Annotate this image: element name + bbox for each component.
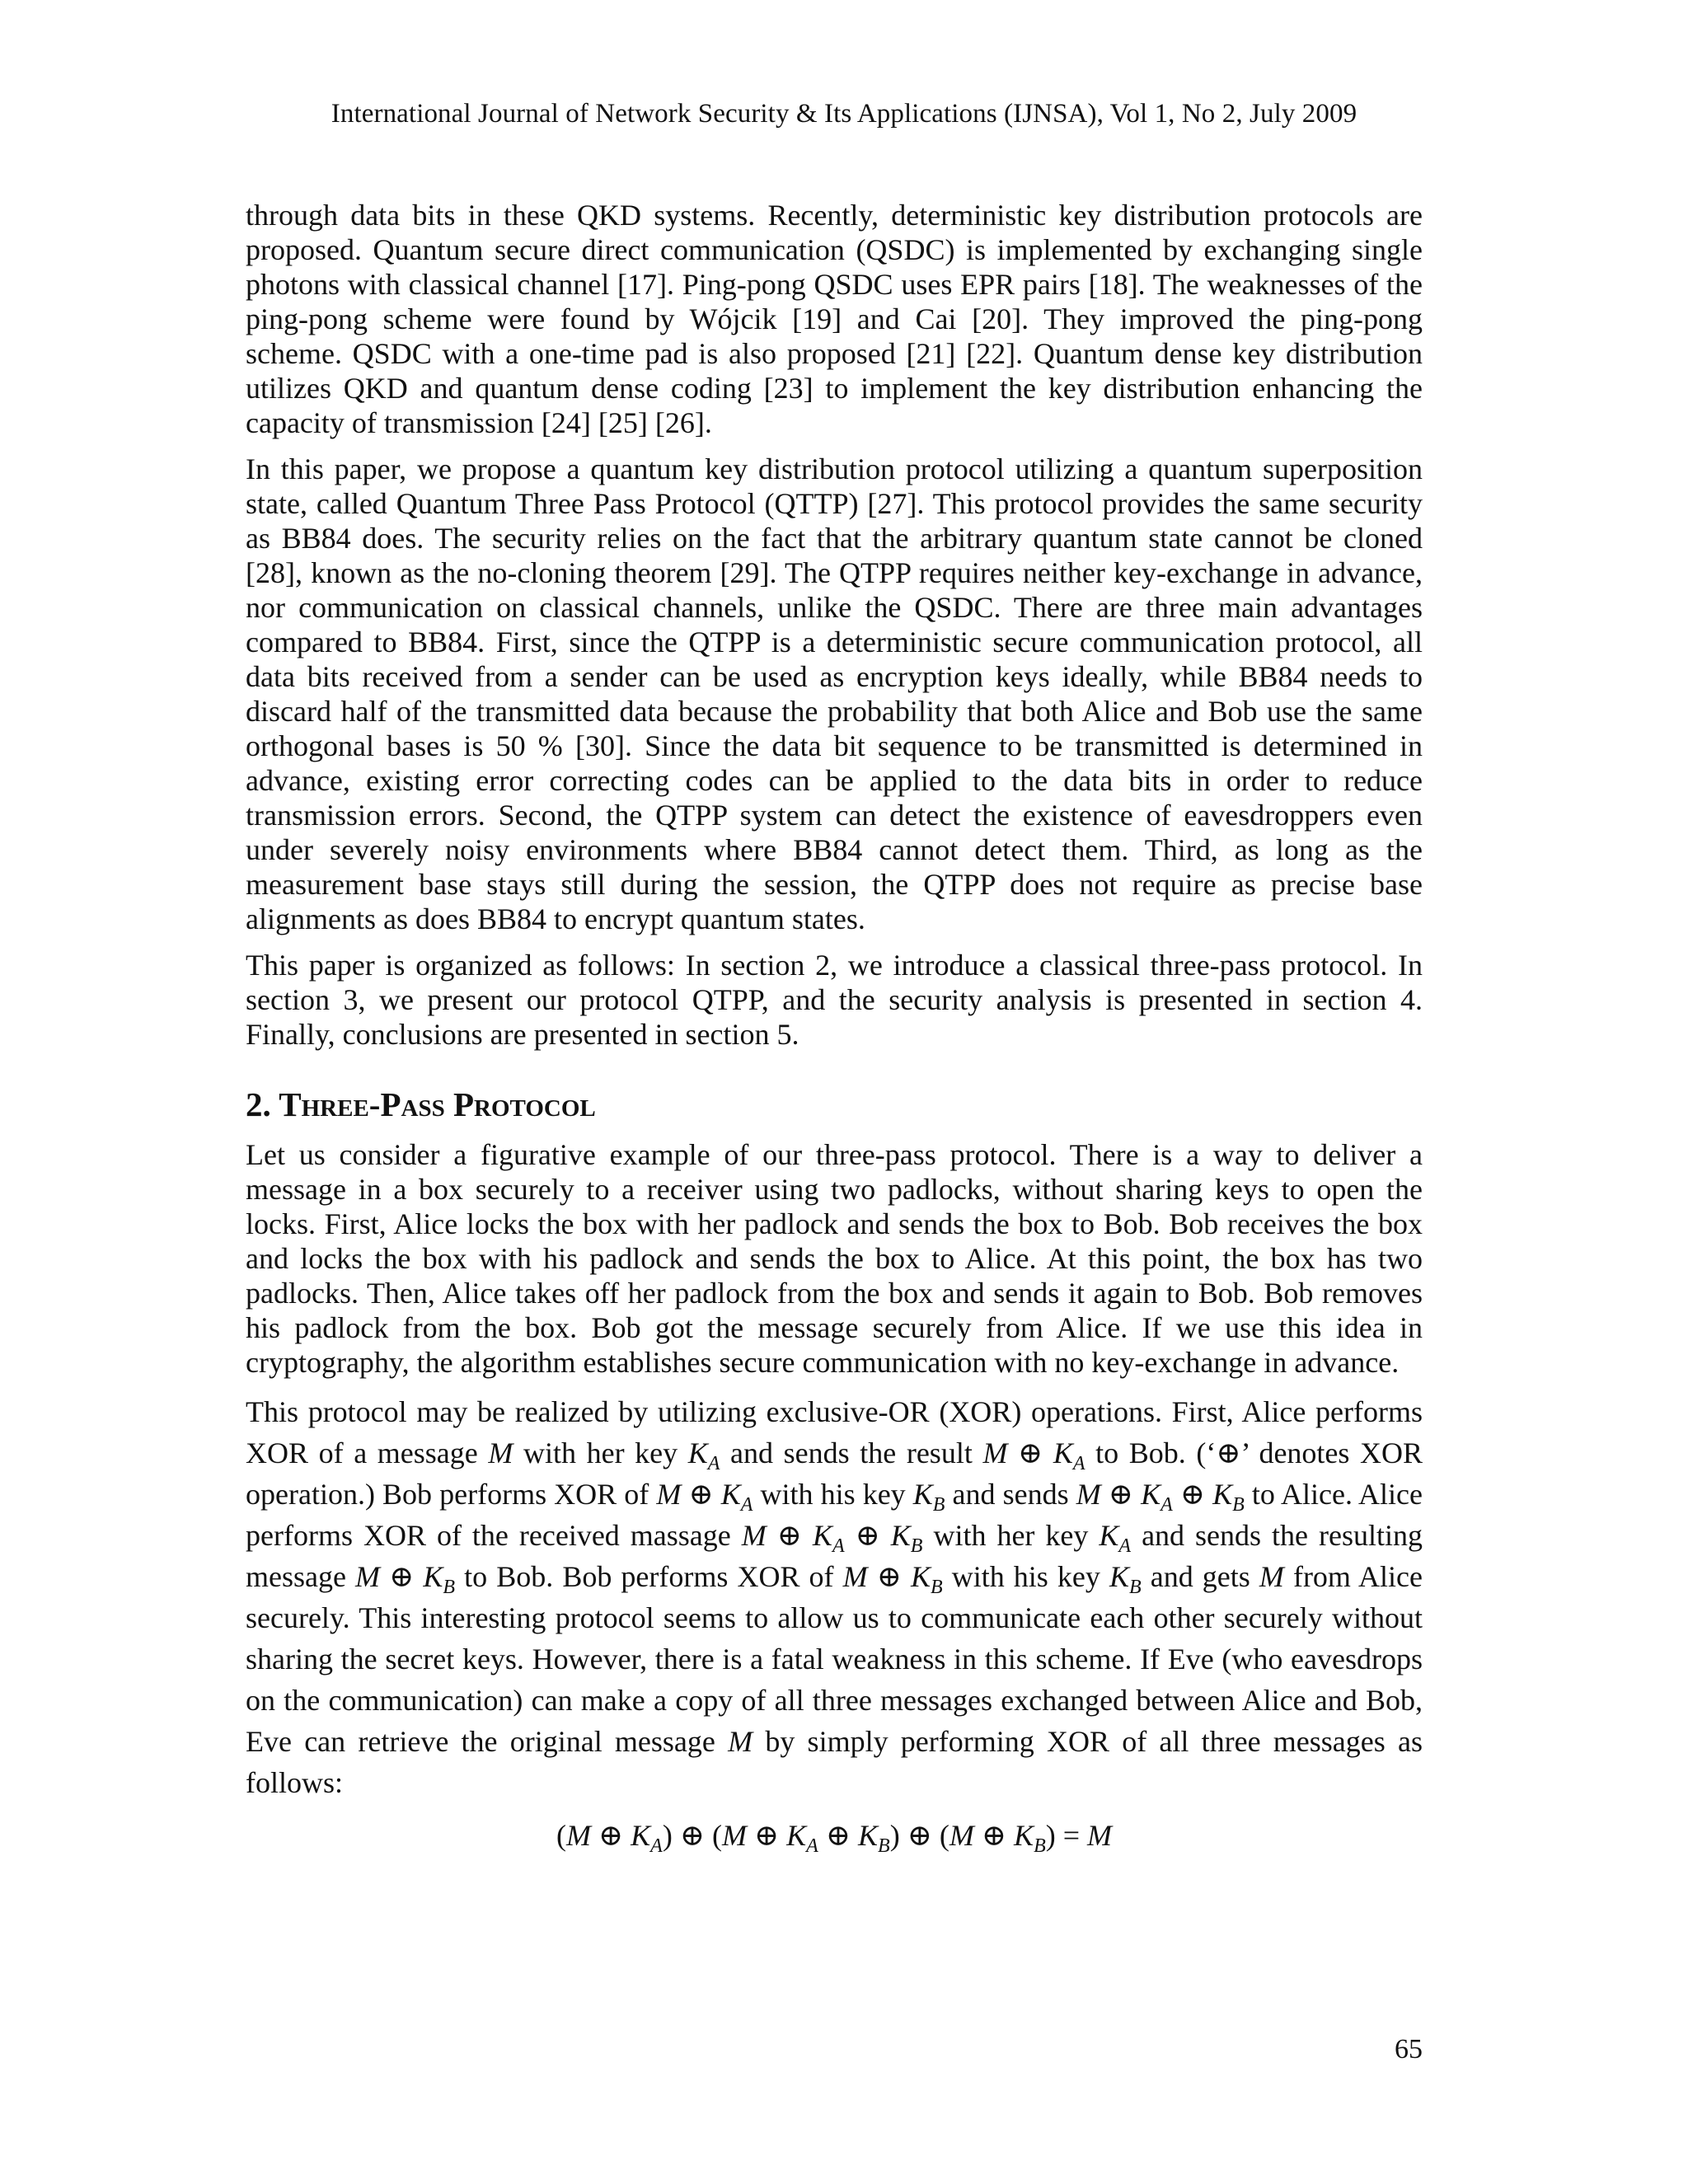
math-expression: M ⊕ $K_A$ ⊕ $K_B$: [1076, 1478, 1245, 1516]
paragraph-qkd-background: through data bits in these QKD systems. Recently, deterministic key distribution protocols are proposed. Quantum secure direct communication (QSDC) is implemented by exchanging single photons with classical channel [17]. Ping-pong QSDC uses EPR pairs [18]. The weaknesses of the ping-pong scheme were found by Wójcik [19] and Cai [20]. They improved the ping-pong scheme. QSDC with a one-time pad is also proposed [21] [22]. Quantum dense key distribution utilizes QKD and quantum dense coding [23] to implement the key distribution enhancing the capacity of transmission [24] [25] [26].: [246, 199, 1423, 439]
section-title: Three-Pass Protocol: [279, 1085, 596, 1123]
math-expression: M ⊕ $K_B$: [355, 1560, 456, 1599]
page-body: [246, 198, 1423, 1856]
math-expression: M ⊕ $K_A$: [982, 1436, 1085, 1475]
running-header: International Journal of Network Security & Its Applications (IJNSA), Vol 1, No 2, July 2009: [331, 99, 1357, 129]
section-number: 2.: [246, 1085, 279, 1123]
paragraph-proposal: In this paper, we propose a quantum key distribution protocol utilizing a quantum superposition state, called Quantum Three Pass Protocol (QTTP) [27]. This protocol provides the same security as BB84 does. The security relies on the fact that the arbitrary quantum state cannot be cloned [28], known as the no-cloning theorem [29]. The QTPP requires neither key-exchange in advance, nor communication on classical channels, unlike the QSDC. There are three main advantages compared to BB84. First, since the QTPP is a deterministic secure communication protocol, all data bits received from a sender can be used as encryption keys ideally, while BB84 needs to discard half of the transmitted data because the probability that both Alice and Bob use the same orthogonal bases is 50 % [30]. Since the data bit sequence to be transmitted is determined in advance, existing error correcting codes can be applied to the data bits in order to reduce transmission errors. Second, the QTPP system can detect the existence of eavesdroppers even under severely noisy environments where BB84 cannot detect them. Third, as long as the measurement base stays still during the session, the QTPP does not require as precise base alignments as does BB84 to encrypt quantum states.: [246, 452, 1423, 935]
math-expression: M ⊕ $K_B$: [842, 1560, 943, 1599]
equation-eve-attack: (M ⊕ $K_A$) ⊕ (M ⊕ $K_A$ ⊕ $K_B$) ⊕ (M ⊕ $K_B) = M$: [556, 1819, 1113, 1858]
math-expression: M ⊕ $K_A$ ⊕ $K_B$: [741, 1519, 923, 1558]
math-expression: M ⊕ $K_A$: [656, 1478, 753, 1516]
paragraph-padlock-example: Let us consider a figurative example of our three-pass protocol. There is a way to deliver a message in a box securely to a receiver using two padlocks, without sharing keys to open the locks. First, Alice locks the box with her padlock and sends the box to Bob. Bob receives the box and locks the box with his padlock and sends the box to Alice. At this point, the box has two padlocks. Then, Alice takes off her padlock from the box and sends it again to Bob. Bob removes his padlock from the box. Bob got the message securely from Alice. If we use this idea in cryptography, the algorithm establishes secure communication with no key-exchange in advance.: [246, 1138, 1423, 1379]
page-number: 65: [1395, 2034, 1423, 2064]
section-heading: [246, 1085, 1423, 1124]
paragraph-xor-protocol: This protocol may be realized by utilizing exclusive-OR (XOR) operations. First, Alice performs XOR of a message M with her key $K_A$ and sends the result M ⊕ $K_A$ to Bob. (‘⊕’ denotes XOR operation.) Bob performs XOR of M ⊕ $K_A$ with his key $K_B$ and sends M ⊕ $K_A$ ⊕ $K_B$ to Alice. Alice performs XOR of the received massage M ⊕ $K_A$ ⊕ $K_B$ with her key $K_A$ and sends the resulting message M ⊕ $K_B$ to Bob. Bob performs XOR of M ⊕ $K_B$ with his key $K_B$ and gets M from Alice securely. This interesting protocol seems to allow us to communicate each other securely without sharing the secret keys. However, there is a fatal weakness in this scheme. If Eve (who eavesdrops on the communication) can make a copy of all three messages exchanged between Alice and Bob, Eve can retrieve the original message M by simply performing XOR of all three messages as follows:: [246, 1395, 1423, 1799]
paragraph-organization: This paper is organized as follows: In section 2, we introduce a classical three-pass protocol. In section 3, we present our protocol QTPP, and the security analysis is presented in section 4. Finally, conclusions are presented in section 5.: [246, 949, 1423, 1051]
